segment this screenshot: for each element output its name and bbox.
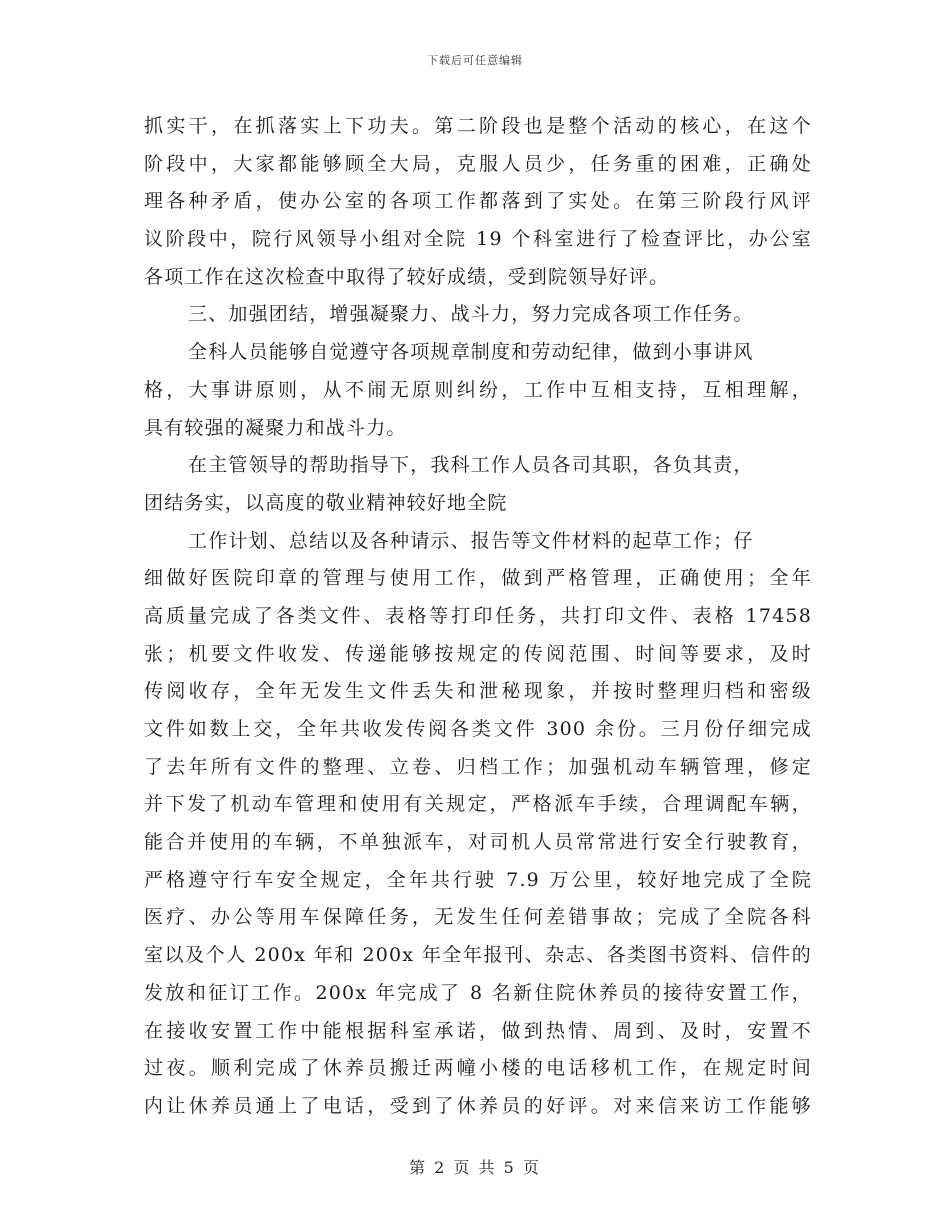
text-line: 高质量完成了各类文件、表格等打印任务，共打印文件、表格 17458 xyxy=(144,604,812,627)
text-line: 张；机要文件收发、传递能够按规定的传阅范围、时间等要求，及时 xyxy=(144,642,812,665)
text-line: 在主管领导的帮助指导下，我科工作人员各司其职，各负其责， xyxy=(188,454,754,477)
text-line: 严格遵守行车安全规定，全年共行驶 7.9 万公里，较好地完成了全院 xyxy=(144,868,812,891)
text-line: 医疗、办公等用车保障任务，无发生任何差错事故；完成了全院各科 xyxy=(144,906,812,929)
text-line: 并下发了机动车管理和使用有关规定，严格派车手续，合理调配车辆， xyxy=(144,793,812,816)
text-line: 能合并使用的车辆，不单独派车，对司机人员常常进行安全行驶教育， xyxy=(144,831,812,854)
text-line: 全科人员能够自觉遵守各项规章制度和劳动纪律，做到小事讲风 xyxy=(188,341,754,364)
document-body xyxy=(144,108,812,1126)
text-line: 理各种矛盾，使办公室的各项工作都落到了实处。在第三阶段行风评 xyxy=(144,190,812,213)
text-line: 格，大事讲原则，从不闹无原则纠纷，工作中互相支持，互相理解， xyxy=(144,378,812,401)
text-line: 各项工作在这次检查中取得了较好成绩，受到院领导好评。 xyxy=(144,265,670,288)
text-line: 工作计划、总结以及各种请示、报告等文件材料的起草工作；仔 xyxy=(188,529,754,552)
text-line: 文件如数上交，全年共收发传阅各类文件 300 余份。三月份仔细完成 xyxy=(144,718,812,740)
text-line: 阶段中，大家都能够顾全大局，克服人员少，任务重的困难，正确处 xyxy=(144,152,812,175)
section-heading: 三、加强团结，增强凝聚力、战斗力，努力完成各项工作任务。 xyxy=(188,303,754,326)
text-line: 室以及个人 200x 年和 200x 年全年报刊、杂志、各类图书资料、信件的 xyxy=(144,944,812,967)
text-line: 在接收安置工作中能根据科室承诺，做到热情、周到、及时，安置不 xyxy=(144,1019,812,1042)
text-line: 过夜。顺利完成了休养员搬迁两幢小楼的电话移机工作，在规定时间 xyxy=(144,1057,812,1080)
text-line: 团结务实，以高度的敬业精神较好地全院 xyxy=(144,491,508,514)
text-line: 传阅收存，全年无发生文件丢失和泄秘现象，并按时整理归档和密级 xyxy=(144,680,812,703)
text-line: 发放和征订工作。200x 年完成了 8 名新住院休养员的接待安置工作， xyxy=(144,981,812,1004)
text-line: 了去年所有文件的整理、立卷、归档工作；加强机动车辆管理，修定 xyxy=(144,755,812,778)
text-line: 具有较强的凝聚力和战斗力。 xyxy=(144,416,407,439)
text-line: 议阶段中，院行风领导小组对全院 19 个科室进行了检查评比，办公室 xyxy=(144,228,812,251)
text-line: 细做好医院印章的管理与使用工作，做到严格管理，正确使用；全年 xyxy=(144,567,812,590)
text-line: 内让休养员通上了电话，受到了休养员的好评。对来信来访工作能够 xyxy=(144,1094,812,1117)
text-line: 抓实干，在抓落实上下功夫。第二阶段也是整个活动的核心，在这个 xyxy=(144,115,812,137)
page-number-footer: 第 2 页 共 5 页 xyxy=(409,1158,541,1177)
page-header: 下载后可任意编辑 xyxy=(427,54,523,67)
